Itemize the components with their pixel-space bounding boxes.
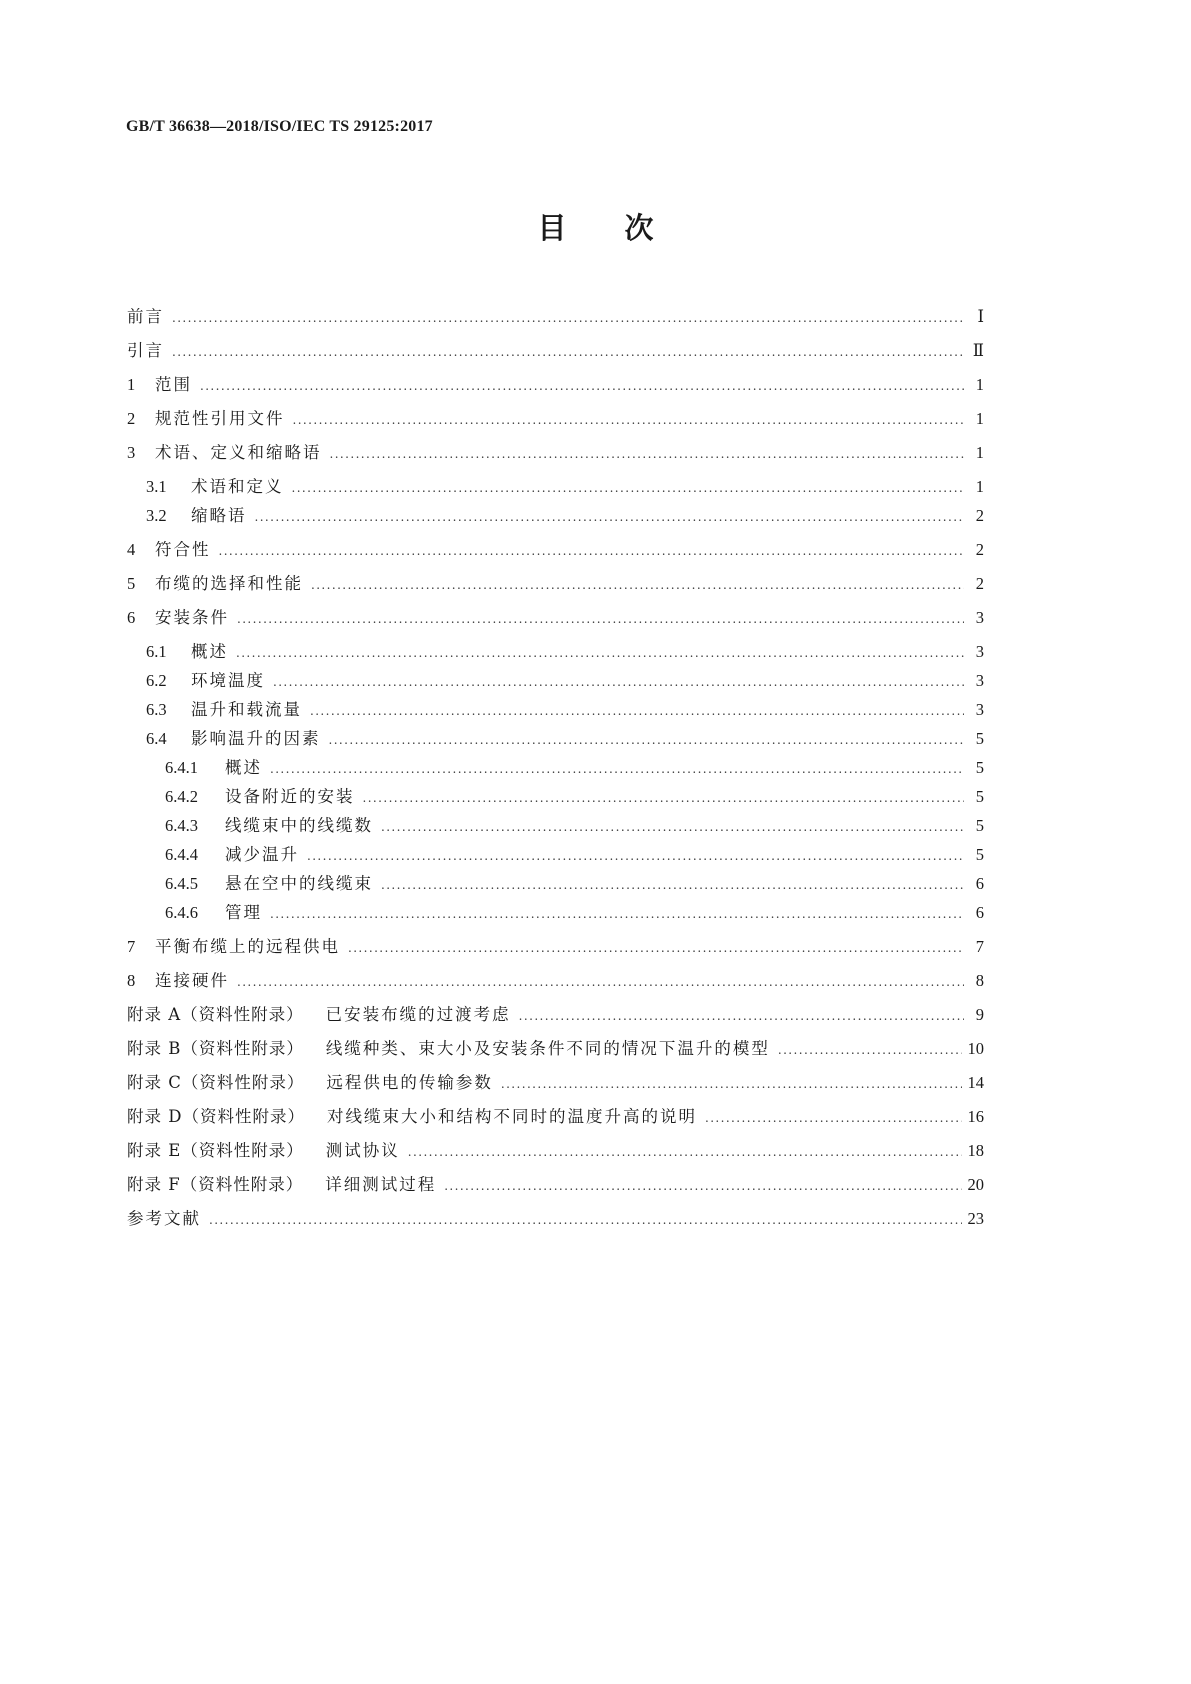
- toc-entry-title: 术语和定义: [191, 477, 284, 496]
- dot-leader: [348, 935, 964, 961]
- toc-entry-6-4-2[interactable]: [127, 784, 984, 810]
- toc-entry-title: 概述: [191, 642, 228, 661]
- toc-entry-number: 附录 A（资料性附录）: [127, 1005, 304, 1024]
- toc-entry-page: 18: [967, 1141, 984, 1160]
- dot-leader: [270, 901, 964, 927]
- toc-entry-page: 6: [975, 903, 984, 922]
- toc-entry-page: 5: [975, 787, 984, 806]
- toc-entry-6-4-6[interactable]: [127, 900, 984, 926]
- toc-entry-number: 2: [127, 409, 136, 428]
- toc-entry-page: 5: [975, 816, 984, 835]
- toc-entry-page: 1: [975, 477, 984, 496]
- toc-entry-number: 3: [127, 443, 136, 462]
- toc-entry-1[interactable]: [127, 372, 984, 398]
- dot-leader: [408, 1139, 962, 1165]
- toc-entry-page: 5: [975, 729, 984, 748]
- toc-entry-bibliography[interactable]: [127, 1206, 984, 1232]
- toc-entry-number: 6.4.3: [165, 816, 198, 835]
- toc-entry-page: 1: [975, 443, 984, 462]
- toc-entry-page: 1: [975, 375, 984, 394]
- toc-entry-number: 4: [127, 540, 136, 559]
- toc-entry-title: 平衡布缆上的远程供电: [155, 937, 340, 956]
- toc-entry-number: 3.1: [146, 477, 167, 496]
- toc-entry-number: 附录 E（资料性附录）: [127, 1141, 304, 1160]
- toc-entry-title: 范围: [155, 375, 192, 394]
- toc-entry-title: 环境温度: [191, 671, 265, 690]
- toc-entry-page: 2: [975, 574, 984, 593]
- toc-entry-6-4-5[interactable]: [127, 871, 984, 897]
- toc-entry-page: 7: [975, 937, 984, 956]
- toc-entry-page: 2: [975, 540, 984, 559]
- toc-entry-number: 附录 B（资料性附录）: [127, 1039, 304, 1058]
- toc-entry-number: 6.1: [146, 642, 167, 661]
- dot-leader: [292, 475, 965, 501]
- toc-entry-title: 参考文献: [127, 1209, 201, 1228]
- dot-leader: [219, 538, 965, 564]
- toc-entry-title: 温升和载流量: [191, 700, 302, 719]
- toc-entry-annex-a[interactable]: [127, 1002, 984, 1028]
- dot-leader: [444, 1173, 961, 1199]
- toc-entry-annex-b[interactable]: [127, 1036, 984, 1062]
- toc-entry-annex-c[interactable]: [127, 1070, 984, 1096]
- dot-leader: [307, 843, 964, 869]
- toc-entry-title: 影响温升的因素: [191, 729, 321, 748]
- toc-entry-title: 设备附近的安装: [225, 787, 355, 806]
- toc-entry-number: 6: [127, 608, 136, 627]
- toc-entry-title: 符合性: [155, 540, 211, 559]
- toc-entry-title: 安装条件: [155, 608, 229, 627]
- toc-entry-number: 附录 D（资料性附录）: [127, 1107, 305, 1126]
- dot-leader: [310, 698, 964, 724]
- toc-entry-page: 6: [975, 874, 984, 893]
- dot-leader: [270, 756, 964, 782]
- toc-entry-page: 9: [975, 1005, 984, 1024]
- toc-entry-title: 连接硬件: [155, 971, 229, 990]
- toc-entry-foreword[interactable]: [127, 304, 984, 330]
- dot-leader: [363, 785, 965, 811]
- standard-code-header: GB/T 36638—2018/ISO/IEC TS 29125:2017: [126, 118, 433, 135]
- dot-leader: [311, 572, 964, 598]
- toc-entry-page: 20: [967, 1175, 984, 1194]
- toc-entry-3-1[interactable]: [127, 474, 984, 500]
- dot-leader: [209, 1207, 962, 1233]
- toc-entry-title: 前言: [127, 307, 164, 326]
- toc-entry-page: 3: [975, 700, 984, 719]
- toc-entry-number: 6.4: [146, 729, 167, 748]
- toc-entry-number: 6.4.5: [165, 874, 198, 893]
- toc-entry-title: 详细测试过程: [325, 1175, 437, 1194]
- toc-entry-number: 6.2: [146, 671, 167, 690]
- toc-entry-number: 附录 C（资料性附录）: [127, 1073, 305, 1092]
- toc-entry-page: 5: [975, 758, 984, 777]
- toc-entry-page: 3: [975, 671, 984, 690]
- toc-entry-3-2[interactable]: [127, 503, 984, 529]
- toc-entry-3[interactable]: [127, 440, 984, 466]
- toc-entry-number: 6.4.4: [165, 845, 198, 864]
- toc-entry-page: 8: [975, 971, 984, 990]
- toc-entry-title: 悬在空中的线缆束: [225, 874, 373, 893]
- toc-entry-page: 14: [967, 1073, 984, 1092]
- dot-leader: [200, 373, 964, 399]
- toc-entry-6-4-1[interactable]: [127, 755, 984, 781]
- toc-entry-7[interactable]: [127, 934, 984, 960]
- toc-entry-6-2[interactable]: [127, 668, 984, 694]
- toc-entry-title: 已安装布缆的过渡考虑: [325, 1005, 511, 1024]
- toc-entry-number: 7: [127, 937, 136, 956]
- dot-leader: [778, 1037, 962, 1063]
- dot-leader: [381, 814, 964, 840]
- toc-entry-title: 减少温升: [225, 845, 299, 864]
- toc-entry-number: 1: [127, 375, 136, 394]
- dot-leader: [501, 1071, 962, 1097]
- toc-entry-page: 3: [975, 642, 984, 661]
- toc-entry-page: 5: [975, 845, 984, 864]
- dot-leader: [236, 640, 964, 666]
- dot-leader: [519, 1003, 964, 1029]
- toc-entry-number: 8: [127, 971, 136, 990]
- toc-entry-annex-e[interactable]: [127, 1138, 984, 1164]
- toc-entry-6-1[interactable]: [127, 639, 984, 665]
- toc-entry-number: 6.3: [146, 700, 167, 719]
- toc-entry-title: 对线缆束大小和结构不同时的温度升高的说明: [326, 1107, 697, 1126]
- dot-leader: [172, 339, 964, 365]
- toc-entry-title: 管理: [225, 903, 262, 922]
- toc-entry-title: 概述: [225, 758, 262, 777]
- toc-entry-title: 术语、定义和缩略语: [155, 443, 322, 462]
- dot-leader: [172, 305, 964, 331]
- toc-entry-6-4-3[interactable]: [127, 813, 984, 839]
- toc-entry-number: 5: [127, 574, 136, 593]
- toc-entry-number: 3.2: [146, 506, 167, 525]
- toc-entry-number: 6.4.6: [165, 903, 198, 922]
- toc-entry-page: Ⅱ: [972, 341, 984, 360]
- dot-leader: [237, 969, 964, 995]
- toc-entry-6-4[interactable]: [127, 726, 984, 752]
- toc-entry-6-4-4[interactable]: [127, 842, 984, 868]
- toc-entry-6[interactable]: [127, 605, 984, 631]
- dot-leader: [705, 1105, 962, 1131]
- dot-leader: [329, 727, 965, 753]
- dot-leader: [293, 407, 965, 433]
- toc-entry-title: 引言: [127, 341, 164, 360]
- toc-entry-page: 16: [967, 1107, 984, 1126]
- dot-leader: [273, 669, 964, 695]
- toc-entry-page: 10: [967, 1039, 984, 1058]
- toc-entry-page: Ⅰ: [977, 307, 984, 326]
- page-title: 目次: [537, 211, 712, 245]
- toc-entry-title: 测试协议: [325, 1141, 400, 1160]
- toc-entry-6-3[interactable]: [127, 697, 984, 723]
- toc-entry-title: 规范性引用文件: [155, 409, 285, 428]
- toc-entry-5[interactable]: [127, 571, 984, 597]
- toc-entry-annex-f[interactable]: [127, 1172, 984, 1198]
- toc-entry-title: 线缆种类、束大小及安装条件不同的情况下温升的模型: [325, 1039, 770, 1058]
- toc-entry-4[interactable]: [127, 537, 984, 563]
- toc-entry-title: 远程供电的传输参数: [326, 1073, 493, 1092]
- toc-entry-title: 线缆束中的线缆数: [225, 816, 373, 835]
- toc-entry-annex-d[interactable]: [127, 1104, 984, 1130]
- dot-leader: [330, 441, 965, 467]
- toc-entry-page: 3: [975, 608, 984, 627]
- toc-entry-title: 缩略语: [191, 506, 247, 525]
- toc-entry-page: 23: [967, 1209, 984, 1228]
- toc-entry-page: 2: [975, 506, 984, 525]
- toc-entry-number: 6.4.1: [165, 758, 198, 777]
- dot-leader: [381, 872, 964, 898]
- toc-entry-introduction[interactable]: [127, 338, 984, 364]
- toc-entry-8[interactable]: [127, 968, 984, 994]
- toc-entry-page: 1: [975, 409, 984, 428]
- dot-leader: [237, 606, 964, 632]
- toc-entry-number: 6.4.2: [165, 787, 198, 806]
- toc-entry-title: 布缆的选择和性能: [155, 574, 303, 593]
- dot-leader: [255, 504, 965, 530]
- toc-entry-number: 附录 F（资料性附录）: [127, 1175, 304, 1194]
- toc-entry-2[interactable]: [127, 406, 984, 432]
